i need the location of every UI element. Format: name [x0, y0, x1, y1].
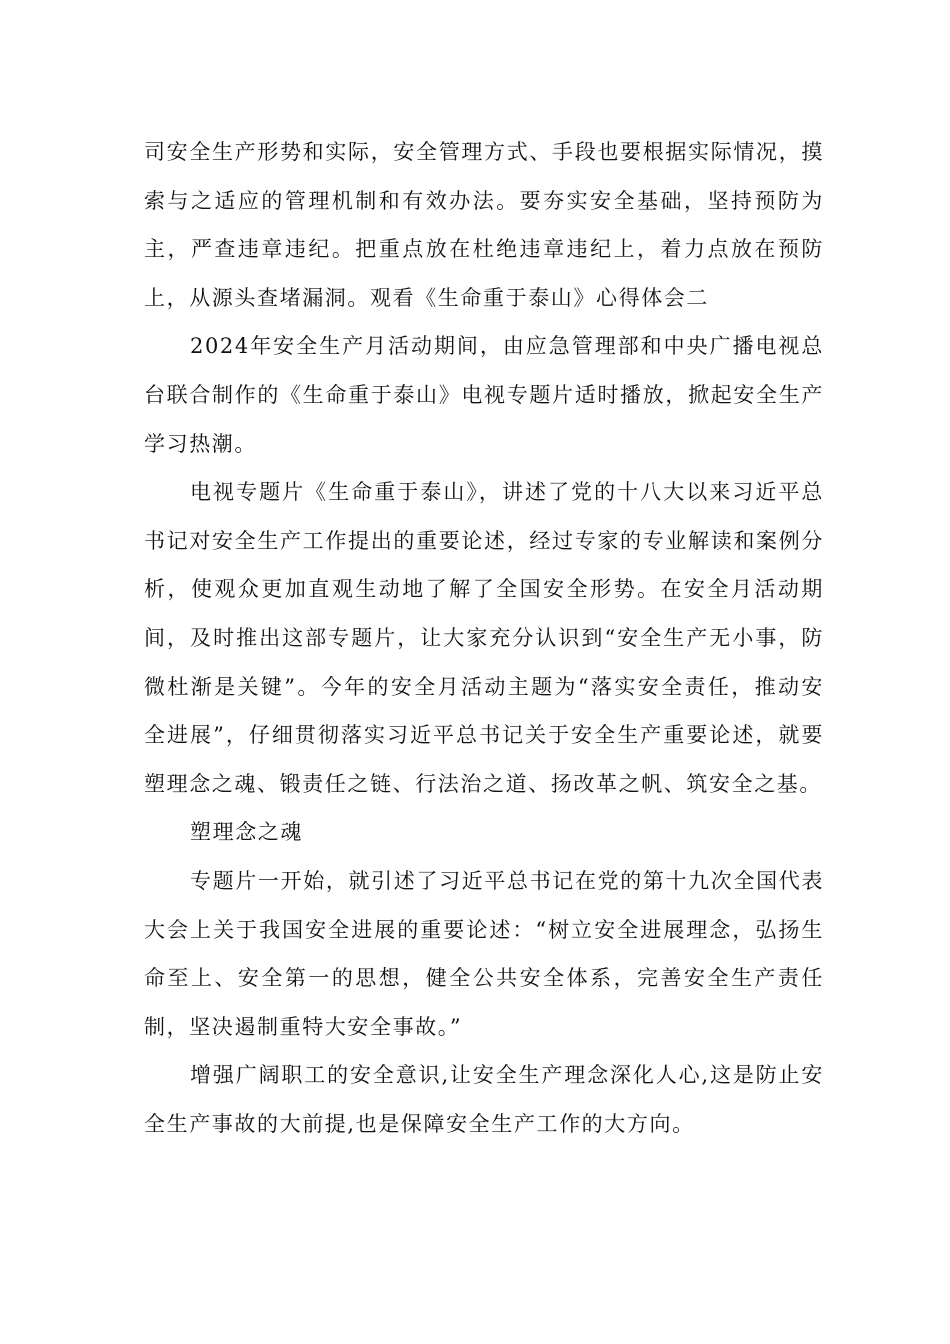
paragraph-quote: 专题片一开始，就引述了习近平总书记在党的第十九次全国代表大会上关于我国安全进展的重要论述：“树立安全进展理念，弘扬生命至上、安全第一的思想，健全公共安全体系，完善安全生产责任制，坚决遏制重特大安全事故。” [144, 868, 824, 1039]
paragraph-overview: 电视专题片《生命重于泰山》，讲述了党的十八大以来习近平总书记对安全生产工作提出的重要论述，经过专家的专业解读和案例分析，使观众更加直观生动地了解了全国安全形势。在安全月活动期间，及时推出这部专题片，让大家充分认识到“安全生产无小事，防微杜渐是关键”。今年的安全月活动主题为“落实安全责任，推动安全进展”，仔细贯彻落实习近平总书记关于安全生产重要论述，就要塑理念之魂、锻责任之链、行法治之道、扬改革之帆、筑安全之基。 [144, 480, 824, 796]
paragraph-intro: 2024年安全生产月活动期间，由应急管理部和中央广播电视总台联合制作的《生命重于泰山》电视专题片适时播放，掀起安全生产学习热潮。 [144, 334, 824, 456]
section-heading: 塑理念之魂 [190, 820, 303, 845]
paragraph-conclusion: 增强广阔职工的安全意识,让安全生产理念深化人心,这是防止安全生产事故的大前提,也是保障安全生产工作的大方向。 [144, 1063, 824, 1136]
document-body [144, 128, 824, 1148]
paragraph-continuation: 司安全生产形势和实际，安全管理方式、手段也要根据实际情况，摸索与之适应的管理机制和有效办法。要夯实安全基础，坚持预防为主，严查违章违纪。把重点放在杜绝违章违纪上，着力点放在预防上，从源头查堵漏洞。观看《生命重于泰山》心得体会二 [144, 140, 824, 310]
